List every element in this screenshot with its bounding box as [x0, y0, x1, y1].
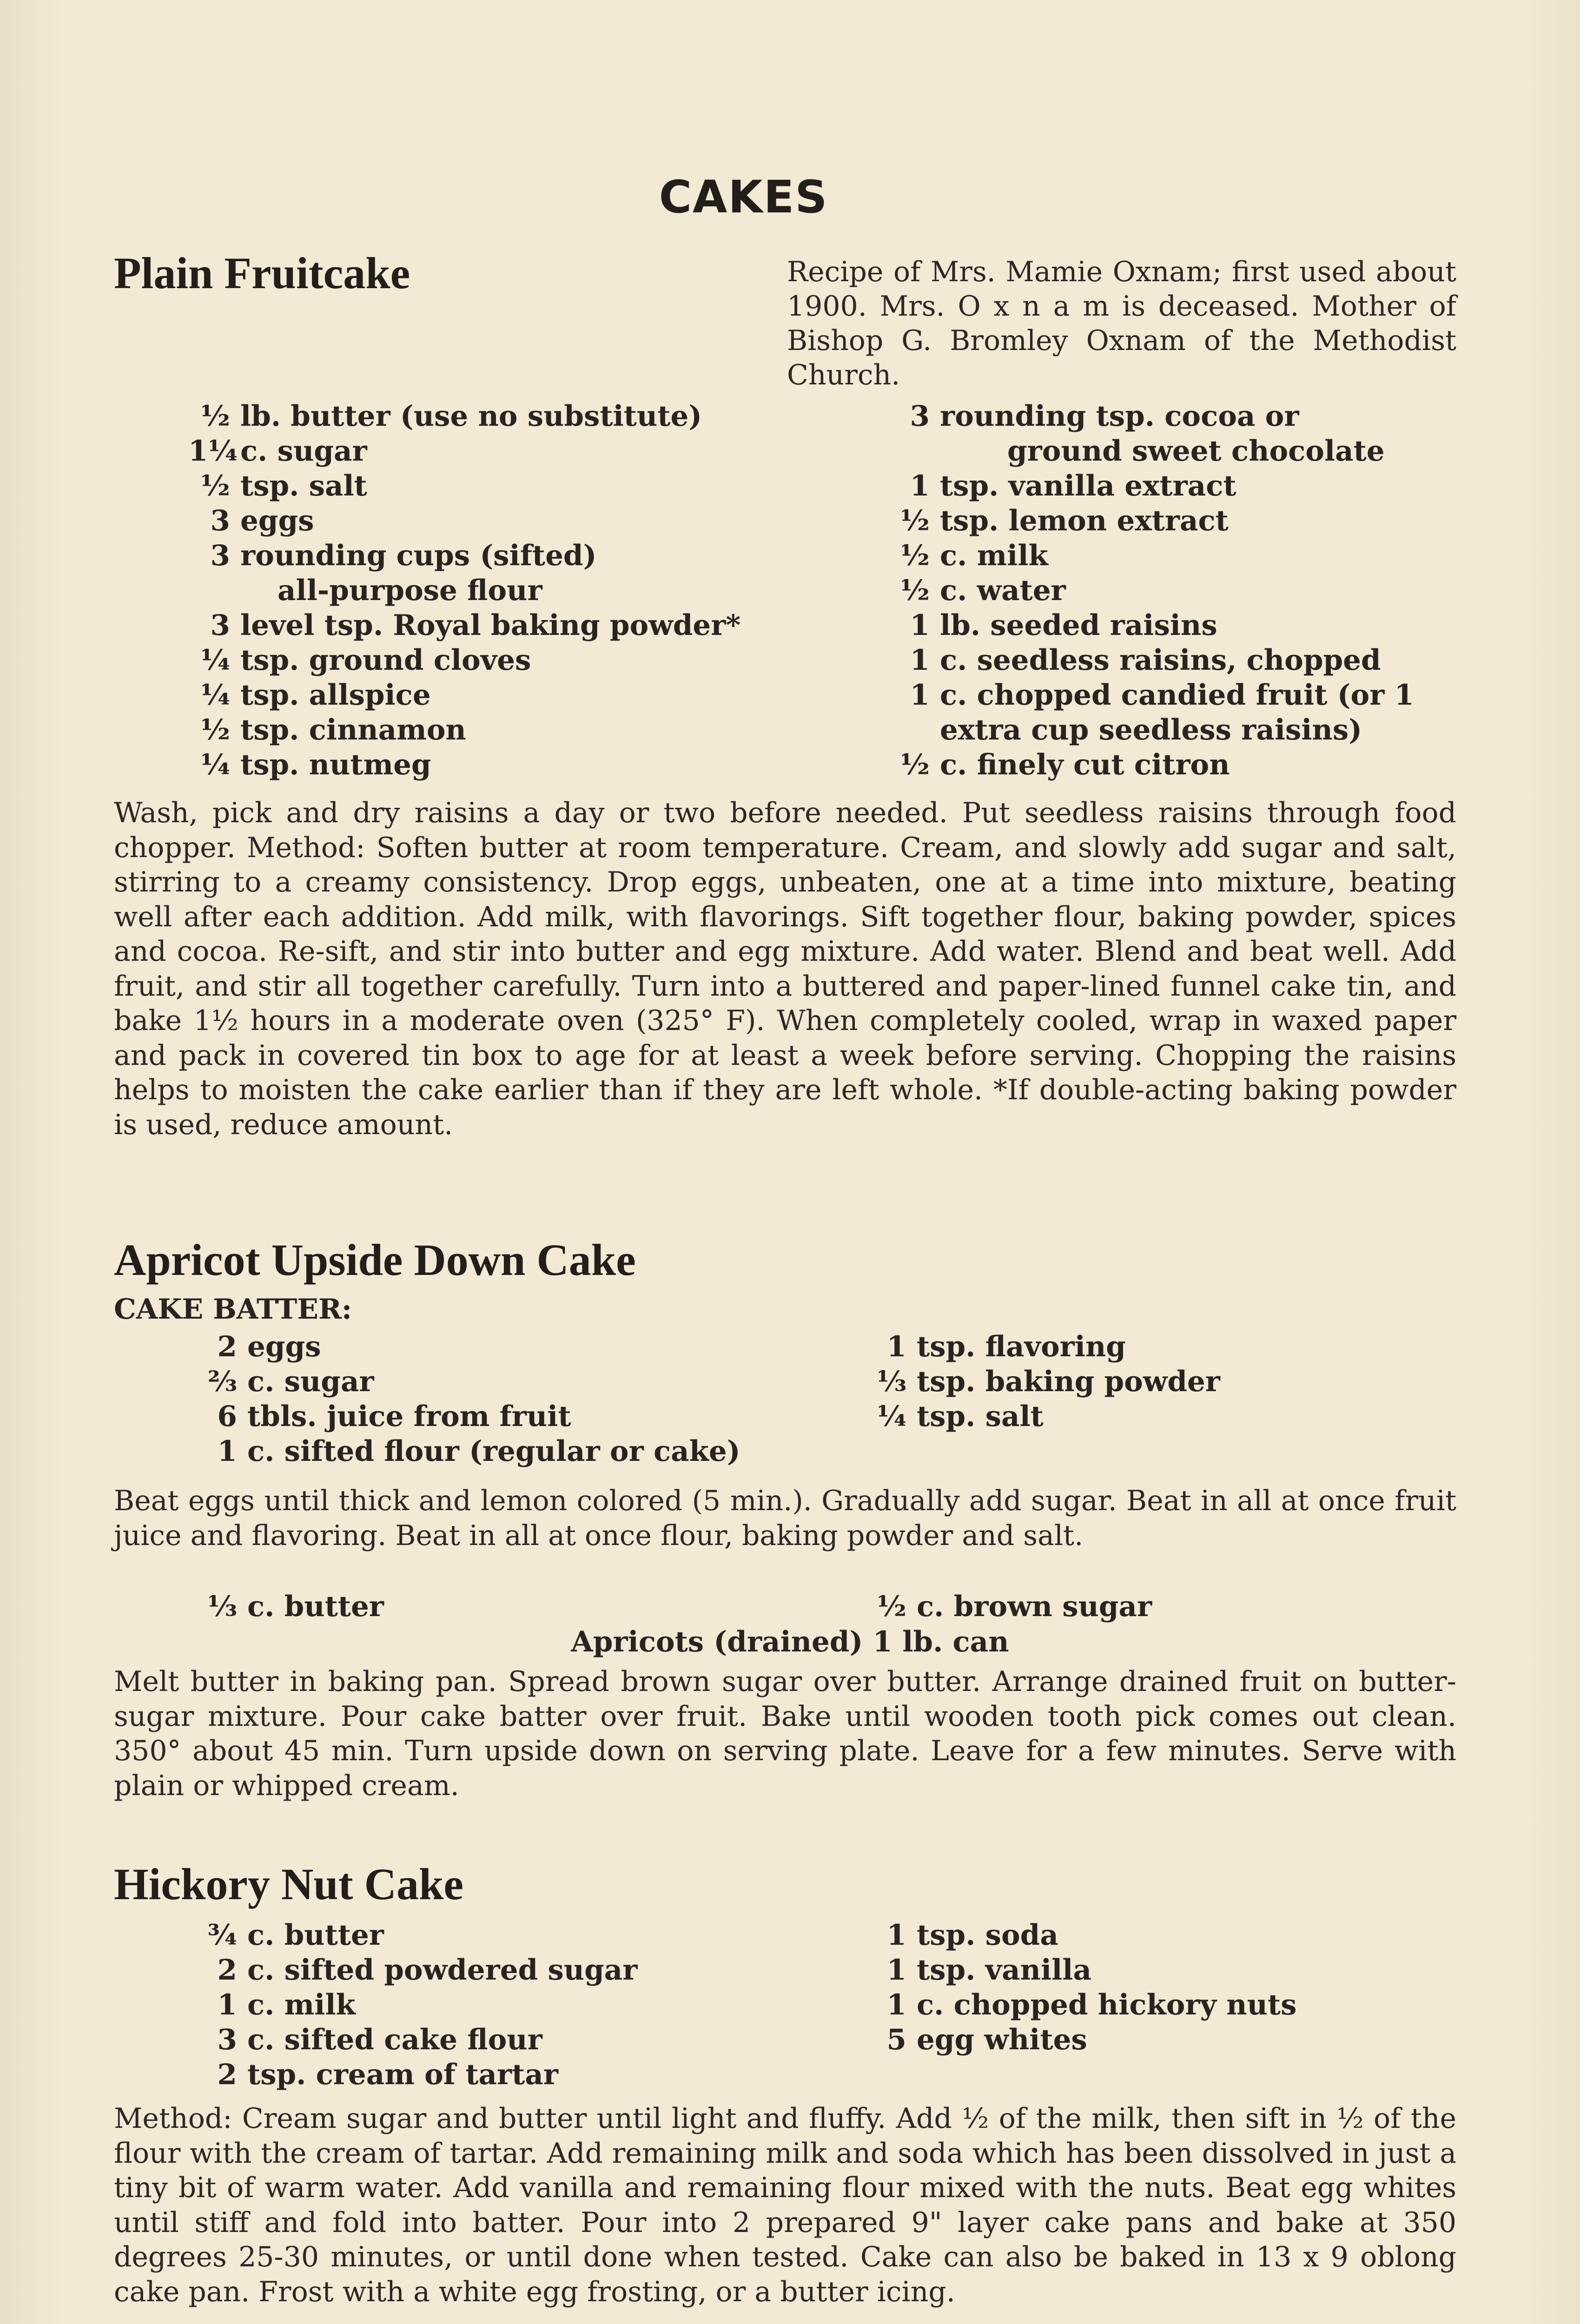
recipe-note: Recipe of Mrs. Mamie Oxnam; first used about 1900. Mrs. O x n a m is deceased. Mother of Bishop G. Bromley Oxnam of the Methodist Church.	[787, 256, 1456, 391]
hickory-ingredients-left	[205, 1918, 637, 2092]
ingredient-line: ⅓ c. butter	[207, 1590, 384, 1623]
ingredient-line: 1 tsp. vanilla	[886, 1954, 1092, 1987]
recipe-title-apricot-upside-down-cake: Apricot Upside Down Cake	[114, 1235, 636, 1285]
ingredient-line: ¼ tsp. allspice	[200, 679, 431, 712]
apricot-ingredients-left	[205, 1329, 740, 1469]
ingredient-line: 1 tsp. flavoring	[886, 1330, 1126, 1363]
ingredient-line: 6 tbls. juice from fruit	[217, 1400, 571, 1433]
ingredient-line: 1 c. chopped candied fruit (or 1	[910, 679, 1415, 712]
ingredient-line: 1 c. sifted flour (regular or cake)	[217, 1435, 740, 1468]
hickory-method: Method: Cream sugar and butter until light and fluffy. Add ½ of the milk, then sift in ½ of the flour with the cream of tartar. Add remaining milk and soda which has been dissolved in just a tiny bit of warm water. Add vanilla and remaining flour mixed with the nuts. Beat egg whites until stiff and fold into batter. Pour into 2 prepared 9" layer cake pans and bake at 350 degrees 25-30 minutes, or until done when tested. Cake can also be baked in 13 x 9 oblong cake pan. Frost with a white egg frosting, or a butter icing.	[114, 2102, 1456, 2308]
ingredient-line: ¼ tsp. ground cloves	[200, 644, 531, 677]
ingredient-line: 5 egg whites	[886, 2023, 1087, 2056]
ingredient-line: all-purpose flour	[278, 574, 542, 607]
apricot-method-assembly: Melt butter in baking pan. Spread brown sugar over butter. Arrange drained fruit on butter-sugar mixture. Pour cake batter over fruit. Bake until wooden tooth pick comes out clean. 350° about 45 min. Turn upside down on serving plate. Leave for a few minutes. Serve with plain or whipped cream.	[114, 1665, 1456, 1802]
hickory-ingredients-right	[874, 1918, 1296, 2057]
ingredient-line: 2 eggs	[217, 1330, 321, 1363]
fruitcake-ingredients-right	[883, 399, 1414, 782]
ingredient-line: ¾ c. butter	[207, 1919, 384, 1952]
ingredient-line: 1 tsp. soda	[886, 1919, 1058, 1952]
ingredient-line: 1 c. chopped hickory nuts	[886, 1988, 1297, 2021]
ingredient-line: 3 rounding tsp. cocoa or	[910, 400, 1299, 433]
ingredient-line: 2 tsp. cream of tartar	[217, 2058, 558, 2091]
ingredient-line: 1 c. milk	[217, 1988, 356, 2021]
chapter-title: CAKES	[659, 171, 828, 223]
recipe-title-hickory-nut-cake: Hickory Nut Cake	[114, 1859, 463, 1909]
ingredient-line: 3 c. sifted cake flour	[217, 2023, 542, 2056]
ingredient-line: ½ tsp. cinnamon	[200, 713, 466, 746]
ingredient-line: 3 eggs	[210, 504, 314, 537]
recipe-title-plain-fruitcake: Plain Fruitcake	[114, 248, 410, 298]
apricot-ingredients-right	[874, 1329, 1220, 1434]
ingredient-line: extra cup seedless raisins)	[940, 713, 1362, 746]
ingredient-line: ½ c. milk	[900, 539, 1048, 572]
ingredient-line: ¼ tsp. nutmeg	[200, 748, 431, 781]
ingredient-line: ⅓ tsp. baking powder	[877, 1365, 1220, 1398]
ingredient-line: 1 tsp. vanilla extract	[910, 469, 1236, 502]
ingredient-line: 1 c. seedless raisins, chopped	[910, 644, 1381, 677]
ingredient-line: 1 lb. seeded raisins	[910, 609, 1217, 642]
apricot-topping-right	[874, 1589, 1152, 1624]
apricot-topping-center: Apricots (drained) 1 lb. can	[571, 1625, 1009, 1658]
section-subhead: CAKE BATTER:	[114, 1293, 352, 1326]
ingredient-line: ½ lb. butter (use no substitute)	[200, 400, 702, 433]
ingredient-line: ground sweet chocolate	[1007, 435, 1385, 468]
fruitcake-method: Wash, pick and dry raisins a day or two before needed. Put seedless raisins through food chopper. Method: Soften butter at room temperature. Cream, and slowly add sugar and salt, stirring to a creamy consistency. Drop eggs, unbeaten, one at a time into mixture, beating well after each addition. Add milk, with flavorings. Sift together flour, baking powder, spices and cocoa. Re-sift, and stir into butter and egg mixture. Add water. Blend and beat well. Add fruit, and stir all together carefully. Turn into a buttered and paper-lined funnel cake tin, and bake 1½ hours in a moderate oven (325° F). When completely cooled, wrap in waxed paper and pack in covered tin box to age for at least a week before serving. Chopping the raisins helps to moisten the cake earlier than if they are left whole. *If double-acting baking powder is used, reduce amount.	[114, 797, 1456, 1141]
ingredient-line: 3 level tsp. Royal baking powder*	[210, 609, 741, 642]
fruitcake-ingredients-left	[188, 399, 740, 782]
ingredient-line: ½ tsp. salt	[200, 469, 367, 502]
apricot-topping-left	[205, 1589, 384, 1624]
ingredient-line: ½ c. water	[900, 574, 1066, 607]
ingredient-line: ½ tsp. lemon extract	[900, 504, 1229, 537]
apricot-method-batter: Beat eggs until thick and lemon colored (5 min.). Gradually add sugar. Beat in all at once fruit juice and flavoring. Beat in all at once flour, baking powder and salt.	[114, 1485, 1456, 1552]
ingredient-line: ⅔ c. sugar	[207, 1365, 374, 1398]
ingredient-line: 3 rounding cups (sifted)	[210, 539, 597, 572]
ingredient-line: ½ c. brown sugar	[877, 1590, 1152, 1623]
ingredient-line: 1¼ c. sugar	[188, 435, 367, 468]
ingredient-line: ½ c. finely cut citron	[900, 748, 1230, 781]
ingredient-line: 2 c. sifted powdered sugar	[217, 1954, 638, 1987]
ingredient-line: ¼ tsp. salt	[877, 1400, 1044, 1433]
